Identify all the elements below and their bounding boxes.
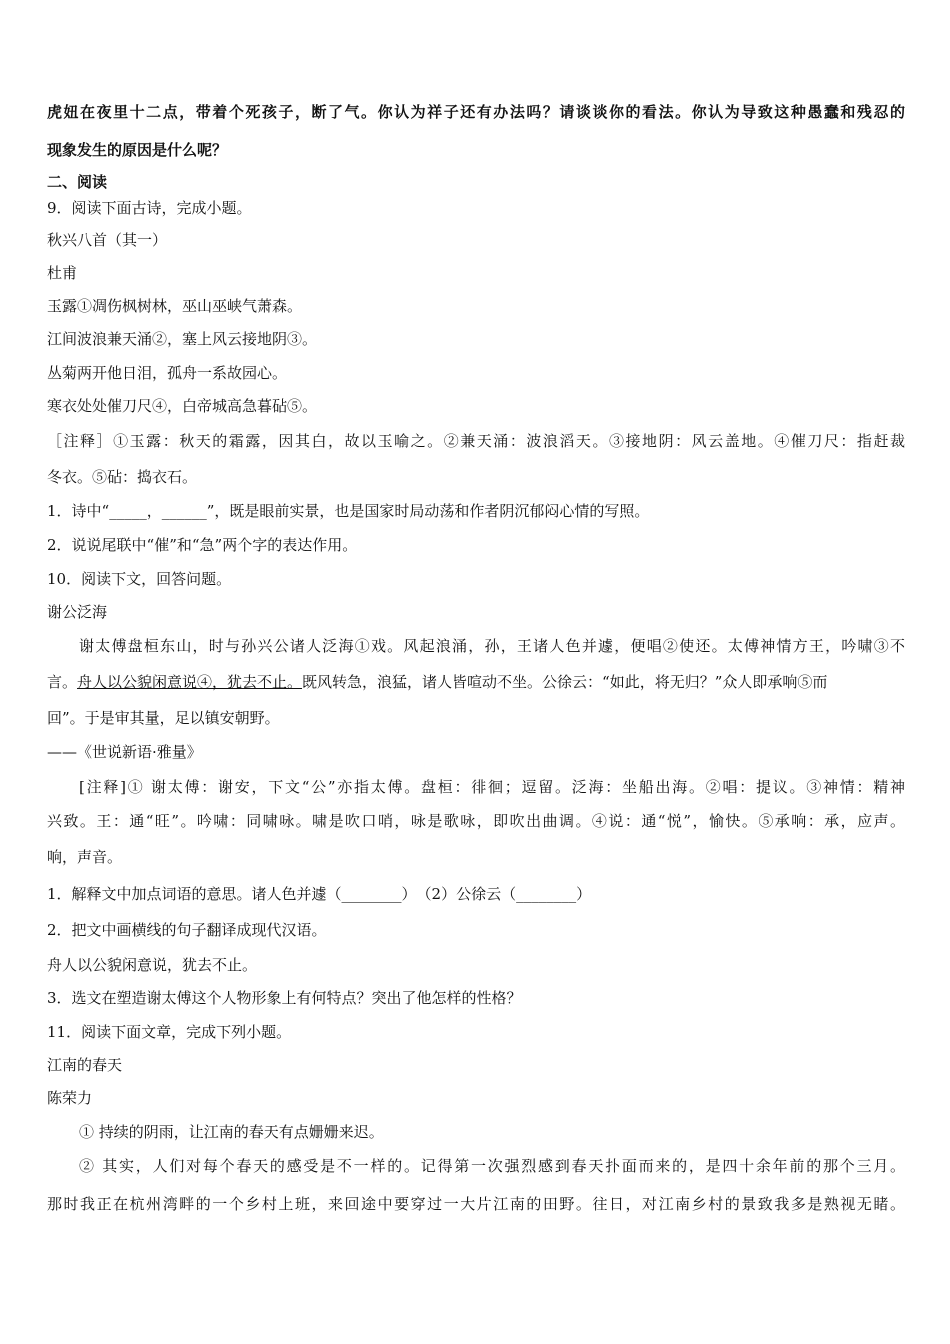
passage-line <box>47 672 827 692</box>
passage-line: 回”。于是审其量，足以镇安朝野。 <box>47 709 280 727</box>
q10-question: 3．选文在塑造谢太傅这个人物形象上有何特点？突出了他怎样的性格？ <box>47 989 522 1007</box>
passage-notes: 兴致。王：通“旺”。吟啸：同啸咏。啸是吹口哨，咏是歌咏，即吹出曲调。④说：通“悦”，愉快。⑤承响：承，应声。 <box>47 812 905 830</box>
poem-notes: 冬衣。⑤砧：捣衣石。 <box>47 468 198 486</box>
underlined-sentence: 舟人以公貌闲意说④，犹去不止。 <box>77 673 303 691</box>
poem-line: 江间波浪兼天涌②，塞上风云接地阴③。 <box>47 330 318 348</box>
section-heading: 二、阅读 <box>47 173 108 191</box>
article-title: 江南的春天 <box>47 1056 123 1074</box>
poem-line: 丛菊两开他日泪，孤舟一系故园心。 <box>47 364 288 382</box>
poem-author: 杜甫 <box>47 264 78 282</box>
q10-question: 舟人以公貌闲意说，犹去不止。 <box>47 956 258 974</box>
q10-question: 2．把文中画横线的句子翻译成现代汉语。 <box>47 921 327 939</box>
q9-prompt: 9．阅读下面古诗，完成小题。 <box>47 199 252 217</box>
article-paragraph: ① 持续的阴雨，让江南的春天有点姗姗来迟。 <box>79 1123 384 1141</box>
article-paragraph: ② 其实，人们对每个春天的感受是不一样的。记得第一次强烈感到春天扑面而来的，是四十余年前的那个三月。 <box>79 1157 905 1175</box>
article-author: 陈荣力 <box>47 1089 93 1107</box>
poem-notes: ［注释］①玉露：秋天的霜露，因其白，故以玉喻之。②兼天涌：波浪滔天。③接地阴：风云盖地。④催刀尺：指赶裁 <box>47 432 905 450</box>
poem-line: 寒衣处处催刀尺④，白帝城高急暮砧⑤。 <box>47 397 318 415</box>
q10-question: 1．解释文中加点词语的意思。诸人色并遽（________） （2）公徐云（________） <box>47 885 592 903</box>
poem-title: 秋兴八首（其一） <box>47 231 168 249</box>
q11-prompt: 11．阅读下面文章，完成下列小题。 <box>47 1023 292 1041</box>
passage-source: ——《世说新语·雅量》 <box>47 743 202 761</box>
q10-prompt: 10．阅读下文，回答问题。 <box>47 570 232 588</box>
passage-line: 谢太傅盘桓东山，时与孙兴公诸人泛海①戏。风起浪涌，孙，王诸人色并遽，便唱②使还。太傅神情方王，吟啸③不 <box>79 637 905 655</box>
passage-text: 言。 <box>47 673 78 691</box>
passage-notes: [注释]① 谢太傅：谢安，下文“公”亦指太傅。盘桓：徘徊；逗留。泛海：坐船出海。②唱：提议。③神情：精神 <box>79 778 905 796</box>
q9-question: 1．诗中“_____，______”，既是眼前实景，也是国家时局动荡和作者阴沉郁闷心情的写照。 <box>47 502 650 520</box>
intro-question-line: 虎妞在夜里十二点，带着个死孩子，断了气。你认为祥子还有办法吗？请谈谈你的看法。你认为导致这种愚蠢和残忍的 <box>47 103 905 121</box>
passage-title: 谢公泛海 <box>47 603 108 621</box>
article-paragraph: 那时我正在杭州湾畔的一个乡村上班，来回途中要穿过一大片江南的田野。往日，对江南乡村的景致我多是熟视无睹。 <box>47 1195 905 1213</box>
passage-notes: 响，声音。 <box>47 848 123 866</box>
intro-question-line: 现象发生的原因是什么呢？ <box>47 141 228 159</box>
q9-question: 2．说说尾联中“催”和“急”两个字的表达作用。 <box>47 536 358 554</box>
poem-line: 玉露①凋伤枫树林，巫山巫峡气萧森。 <box>47 297 303 315</box>
passage-text: 既风转急，浪猛，诸人皆喧动不坐。公徐云：“如此，将无归？”众人即承响⑤而 <box>302 673 828 691</box>
